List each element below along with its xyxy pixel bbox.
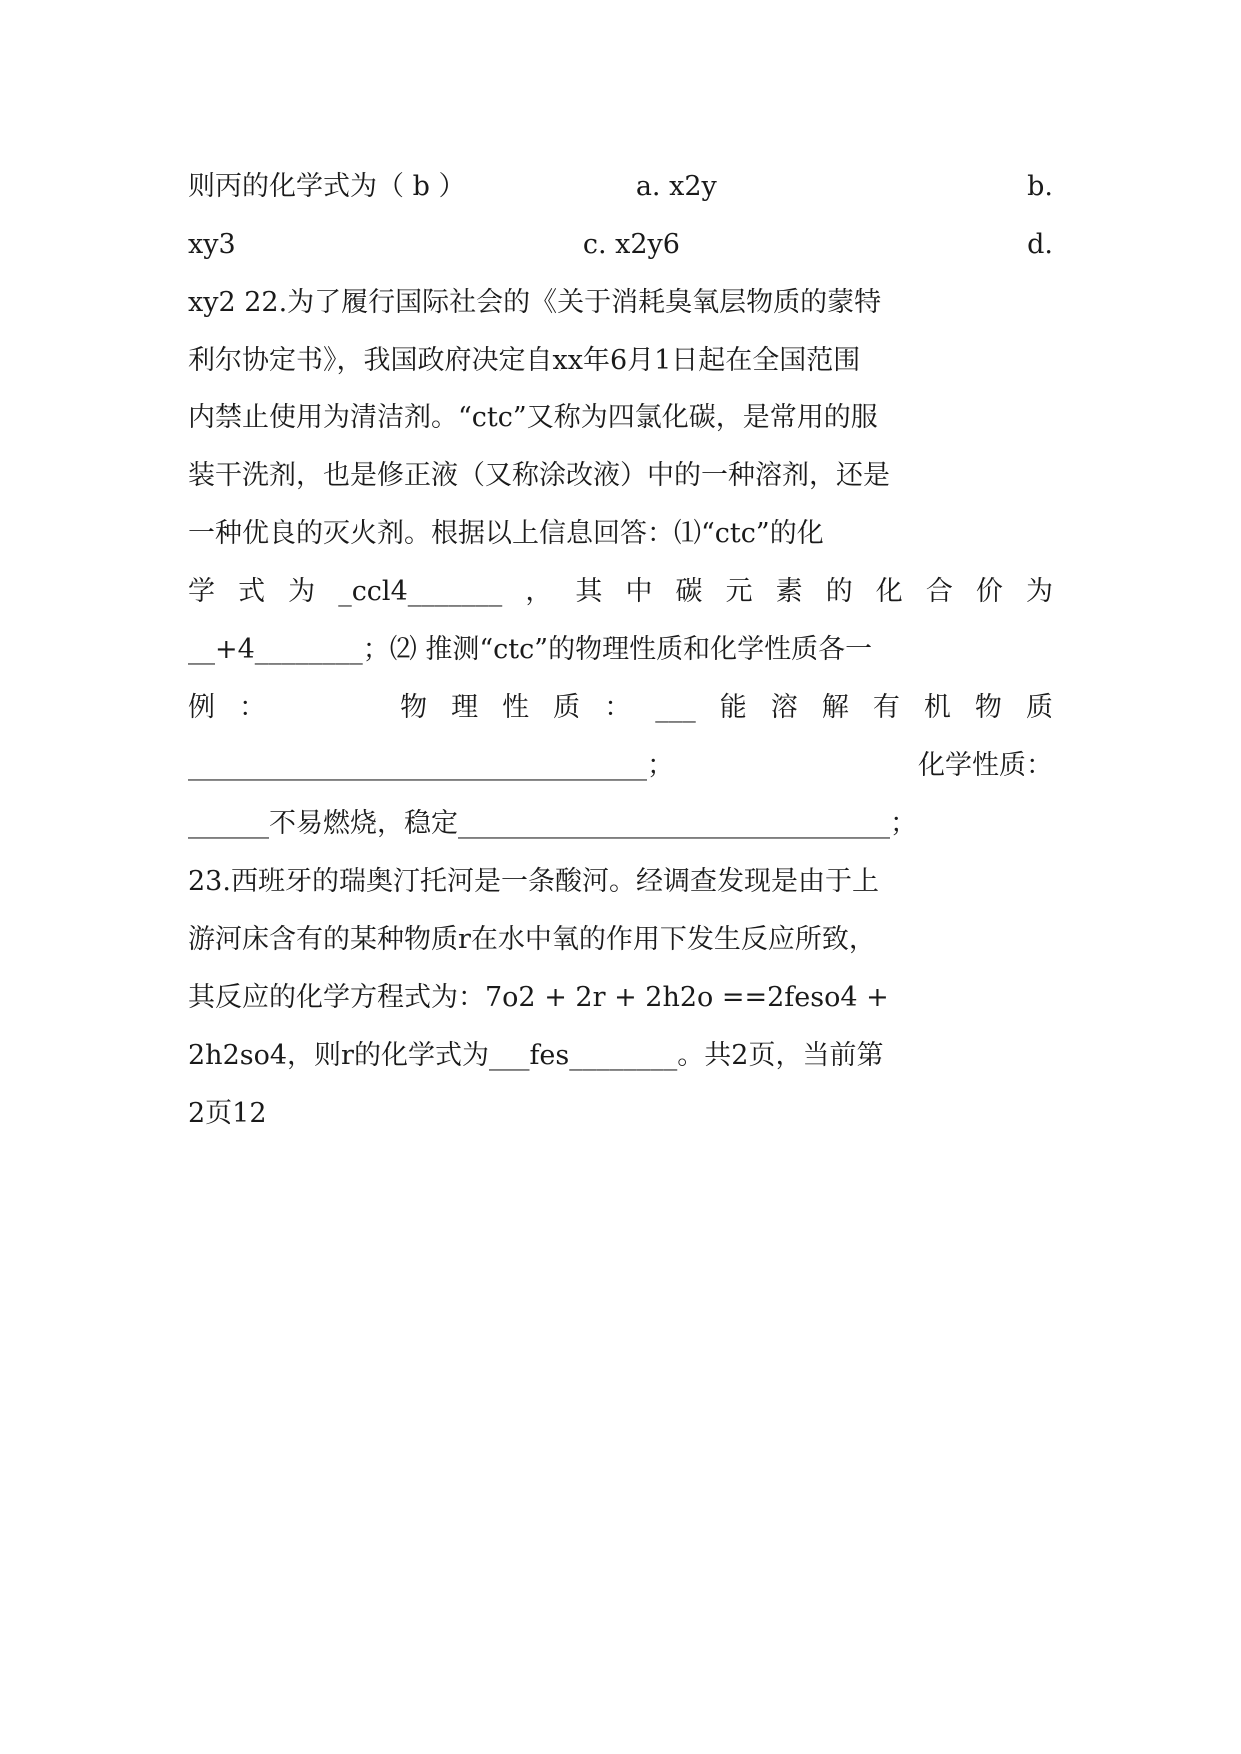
text-segment: 为	[1025, 576, 1053, 607]
text-segment: ：	[239, 692, 267, 723]
text-segment: _ccl4_______	[338, 576, 503, 607]
text-line	[188, 341, 1053, 381]
text-segment: c. x2y6	[582, 229, 680, 260]
text-segment: 价	[975, 576, 1003, 607]
text-segment: 化学性质：	[918, 750, 1053, 781]
text-line	[188, 1094, 1053, 1134]
text-segment: __+4________；⑵ 推测“ctc”的物理性质和化学性质各一	[188, 634, 873, 665]
text-segment: 游河床含有的某种物质r在水中氧的作用下发生反应所致，	[188, 924, 876, 955]
text-segment: 内禁止使用为清洁剂。“ctc”又称为四氯化碳，是常用的服	[188, 402, 878, 433]
text-line	[188, 456, 1053, 496]
text-segment: 其反应的化学方程式为：7o2 + 2r + 2h2o ==2feso4 +	[188, 982, 889, 1013]
text-segment: 性	[502, 692, 530, 723]
text-segment: 化	[875, 576, 903, 607]
text-segment: 解	[821, 692, 849, 723]
text-segment: ：	[604, 692, 632, 723]
text-line	[188, 688, 1053, 728]
text-segment: xy3	[188, 229, 236, 260]
text-segment: __________________________________；	[188, 750, 674, 781]
text-segment: 物	[974, 692, 1002, 723]
text-segment: 机	[923, 692, 951, 723]
text-segment: d.	[1027, 229, 1053, 260]
text-segment: 其	[575, 576, 603, 607]
text-segment: 式	[238, 576, 266, 607]
text-line	[188, 978, 1053, 1018]
text-segment: 23.西班牙的瑞奥汀托河是一条酸河。经调查发现是由于上	[188, 866, 879, 897]
text-segment: b.	[1027, 171, 1053, 202]
text-segment: 合	[925, 576, 953, 607]
text-segment: 利尔协定书》，我国政府决定自xx年6月1日起在全国范围	[188, 345, 861, 376]
text-line	[188, 920, 1053, 960]
text-segment: 中	[625, 576, 653, 607]
text-segment: 有	[872, 692, 900, 723]
text-line	[188, 804, 1053, 844]
text-segment: ___	[655, 692, 696, 723]
text-line	[188, 225, 1053, 265]
text-segment: xy2 22.为了履行国际社会的《关于消耗臭氧层物质的蒙特	[188, 287, 882, 318]
text-line	[188, 1036, 1053, 1076]
text-line	[188, 862, 1053, 902]
text-segment: 为	[288, 576, 316, 607]
text-segment: 溶	[770, 692, 798, 723]
text-line	[188, 283, 1053, 323]
text-line	[188, 167, 1053, 207]
text-segment: 2h2so4，则r的化学式为___fes________。共2页，当前第	[188, 1040, 884, 1071]
text-segment: 的	[825, 576, 853, 607]
text-line	[188, 398, 1053, 438]
text-segment: a. x2y	[635, 171, 717, 202]
text-segment: 2页12	[188, 1098, 267, 1129]
text-segment: 元	[725, 576, 753, 607]
text-segment: 素	[775, 576, 803, 607]
text-segment: 一种优良的灭火剂。根据以上信息回答：⑴“ctc”的化	[188, 518, 824, 549]
text-segment: 物	[400, 692, 428, 723]
text-segment: ，	[525, 576, 553, 607]
text-segment: 学	[188, 576, 215, 607]
text-segment: 质	[1025, 692, 1053, 723]
text-segment: ______不易燃烧，稳定________________________________；	[188, 808, 917, 839]
text-segment: 例	[188, 692, 215, 723]
text-segment: 装干洗剂，也是修正液（又称涂改液）中的一种溶剂，还是	[188, 460, 890, 491]
text-segment: 理	[451, 692, 479, 723]
text-segment: 质	[553, 692, 581, 723]
text-segment: 碳	[675, 576, 703, 607]
text-segment: 则丙的化学式为（ b ）	[188, 171, 466, 202]
text-line	[188, 572, 1053, 612]
text-line	[188, 514, 1053, 554]
text-line	[188, 746, 1053, 786]
text-segment: 能	[719, 692, 747, 723]
text-line	[188, 630, 1053, 670]
